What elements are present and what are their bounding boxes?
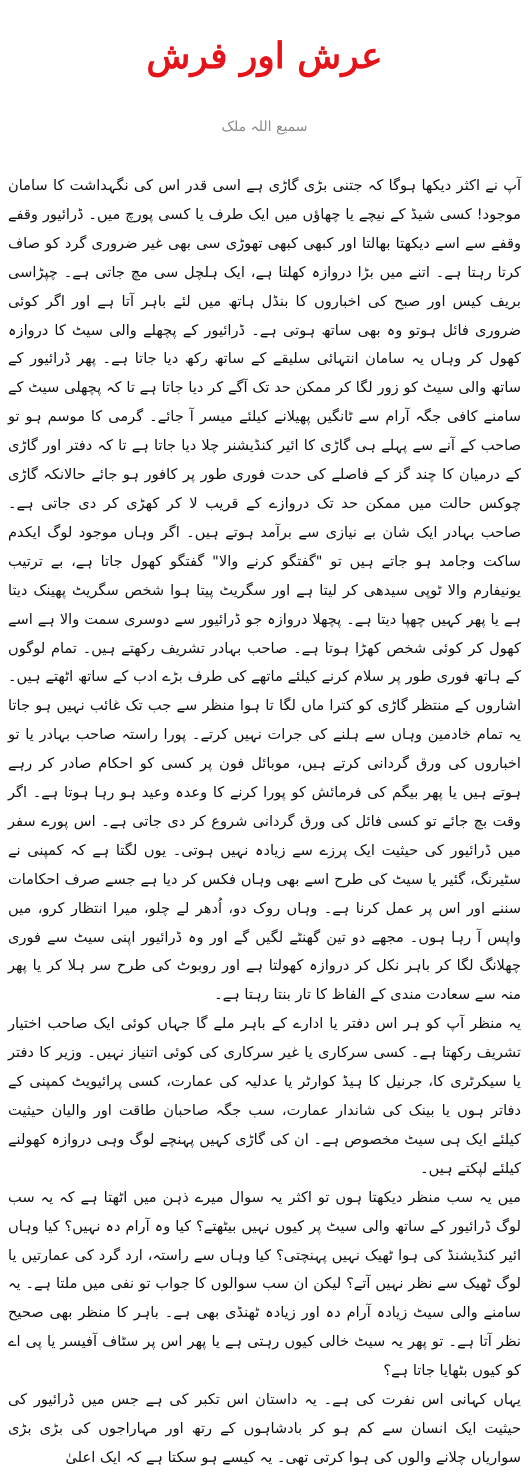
article-paragraph: میں یہ سب منظر دیکھتا ہوں تو اکثر یہ سوال میرے ذہن میں اٹھتا ہے کہ یہ سب لوگ ڈرائیور کے ساتھ والی سیٹ پر کیوں نہیں بیٹھتے؟ کیا وہ آرام دہ نہیں؟ کیا وہاں ائیر کنڈیشنڈ کی ہوا ٹھیک نہیں پہنچتی؟ کیا وہاں سے راستہ، ارد گرد کی عمارتیں یا لوگ ٹھیک سے نظر نہیں آتے؟ لیکن ان سب سوالوں کا جواب تو نفی میں ملتا ہے۔ یہ سامنے والی سیٹ زیادہ آرام دہ اور زیادہ ٹھنڈی بھی ہے۔ باہر کا منظر بھی صحیح نظر آتا ہے۔ تو پھر یہ سیٹ خالی کیوں رہتی ہے یا پھر اس پر سٹاف آفیسر یا پی اے کو کیوں بٹھایا جاتا ہے؟ xyxy=(8,1188,521,1380)
article-title: عرش اور فرش xyxy=(146,35,383,77)
author-name: سمیع اللہ ملک xyxy=(221,119,308,135)
article-paragraph: یہ منظر آپ کو ہر اس دفتر یا ادارے کے باہر ملے گا جہاں کوئی ایک صاحب اختیار تشریف رکھتا ہے۔ کسی سرکاری یا غیر سرکاری کی کوئی اتنیاز نہیں۔ وزیر کا دفتر یا سیکرٹری کا، جرنیل کا ہیڈ کوارٹر یا عدلیہ کی عمارت، کسی پرائیویٹ کمپنی کے دفاتر ہوں یا بینک کی شاندار عمارت، سب جگہ صاحبان طاقت اور والیان حیثیت کیلئے ایک ہی سیٹ مخصوص ہے۔ ان کی گاڑی کہیں پہنچے لوگ وہی دروازہ کھولنے کیلئے لپکتے ہیں۔ xyxy=(8,1015,521,1177)
article-paragraph: یہاں کہانی اس نفرت کی ہے۔ یہ داستان اس تکبر کی ہے جس میں ڈرائیور کی حیثیت ایک انسان سے کم ہو کر بادشاہوں کے رتھ اور مہاراجوں کی بڑی بڑی سواریاں چلانے والوں کی ہوا کرتی تھی۔ یہ کیسے ہو سکتا ہے کہ ایک اعلیٰ xyxy=(8,1391,521,1466)
article-body xyxy=(8,172,521,1473)
article-paragraph: آپ نے اکثر دیکھا ہوگا کہ جتنی بڑی گاڑی ہے اسی قدر اس کی نگہداشت کا سامان موجود! کسی شیڈ کے نیچے یا چھاؤں میں ایک طرف یا کسی پورچ میں۔ ڈرائیور وقفے وقفے سے اسے دیکھتا بھالتا اور کبھی کبھی تھوڑی سی بھی غیر ضروری گرد کو صاف کرتا رہتا ہے۔ اتنے میں بڑا دروازہ کھلتا ہے، ایک ہلچل سی مچ جاتی ہے۔ چپڑاسی بریف کیس اور صبح کی اخباروں کا بنڈل ہاتھ میں لئے باہر آتا ہے اور اگر کوئی ضروری فائل ہوتو وہ بھی ساتھ ہوتی ہے۔ ڈرائیور کے پچھلے والی سیٹ کا دروازہ کھول کر وہاں یہ سامان انتہائی سلیقے کے ساتھ رکھ دیا جاتا ہے۔ پھر ڈرائیور کے ساتھ والی سیٹ کو زور لگا کر ممکن حد تک آگے کر دیا جاتا ہے تا کہ پچھلی سیٹ کے سامنے کافی جگہ آرام سے ٹانگیں پھیلانے کیلئے میسر آ جائے۔ گرمی کا موسم ہو تو صاحب کے آنے سے پہلے ہی گاڑی کا ائیر کنڈیشنر چلا دیا جاتا ہے تا کہ دفتر اور گاڑی کے درمیان کا چند گز کے فاصلے کی حدت فوری طور پر کافور ہو جائے حالانکہ گاڑی چوکس حالت میں ممکن حد تک دروازے کے قریب لا کر کھڑی کر دی جاتی ہے۔ صاحب بہادر ایک شان بے نیازی سے برآمد ہوتے ہیں۔ اگر وہاں موجود لوگ ایکدم ساکت وجامد ہو جاتے ہیں تو "گفتگو کرنے والا" گفتگو کھول جاتا ہے، بے ترتیب یونیفارم والا ٹوپی سیدھی کر لیتا ہے اور سگریٹ پیتا ہوا شخص سگریٹ پھینک دیتا ہے یا پھر کہیں چھپا دیتا ہے۔ پچھلا دروازہ جو ڈرائیور سے دوسری سمت والا ہے اسے کھول کر کوئی شخص کھڑا ہوتا ہے۔ صاحب بہادر تشریف رکھتے ہیں۔ تمام لوگوں کے ہاتھ فوری طور پر سلام کرنے کیلئے ماتھے کی طرف بڑے ادب کے ساتھ اٹھتے ہیں۔ اشاروں کے منتظر گاڑی کو کترا ماں لگا تا ہوا منظر سے جب تک غائب نہیں ہو جاتا یہ تمام خادمین وہاں سے ہلنے کی جرات نہیں کرتے۔ پورا راستہ صاحب بہادر یا تو اخباروں کی ورق گردانی کرتے ہیں، موبائل فون پر کسی کو احکام صادر کر رہے ہوتے ہیں یا پھر بیگم کی فرمائش کو پورا کرنے کا وعدہ وعید ہو رہا ہوتا ہے۔ اگر وقت بچ جائے تو کسی فائل کی ورق گردانی شروع کر دی جاتی ہے۔ اس پورے سفر میں ڈرائیور کی حیثیت ایک پرزے سے زیادہ نہیں ہوتی۔ یوں لگتا ہے کہ کمپنی نے سٹیرنگ، گئیر یا سیٹ کی طرح اسے بھی وہاں فکس کر دیا ہے جسے صرف احکامات سننے اور اس پر عمل کرنا ہے۔ وہاں روک دو، اُدھر لے چلو، میرا انتظار کرو، میں واپس آ رہا ہوں۔ مجھے دو تین گھنٹے لگیں گے اور وہ ڈرائیور اپنی سیٹ سے فوری چھلانگ لگا کر باہر نکل کر دروازہ کھولتا ہے اور روبوٹ کی طرح سر ہلا کر یا پھر منہ سے سعادت مندی کے الفاظ کا تار بنتا رہتا ہے۔ xyxy=(8,177,521,1004)
